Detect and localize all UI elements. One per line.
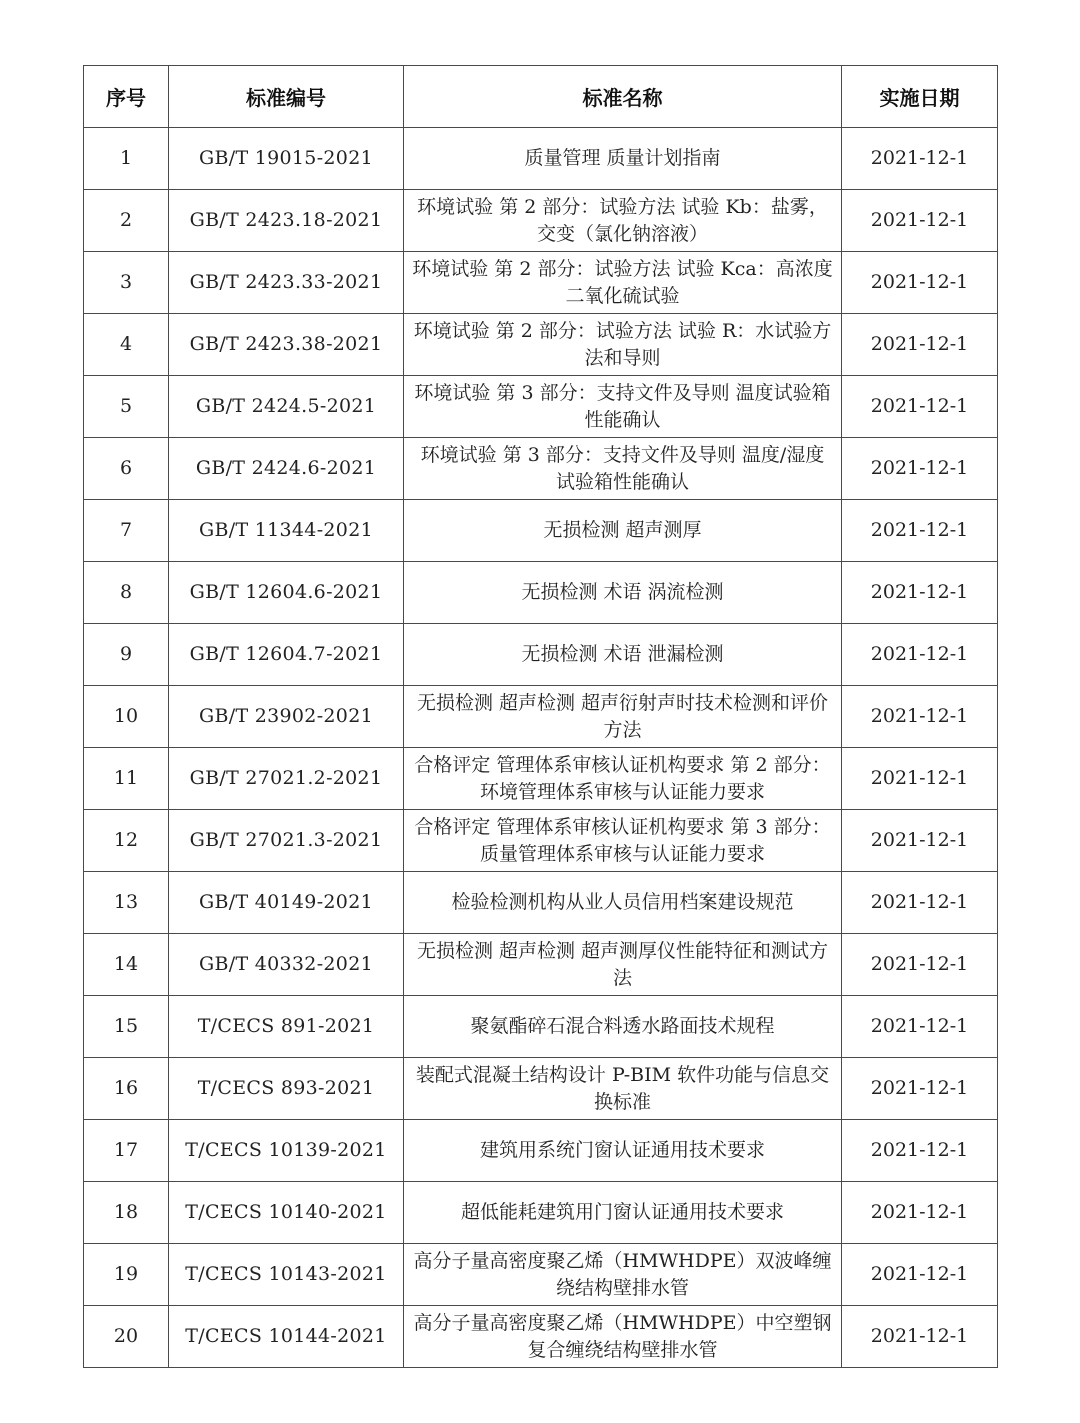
serial-number-cell: 11 bbox=[84, 748, 169, 810]
standard-code-cell: GB/T 27021.2-2021 bbox=[169, 748, 404, 810]
standard-name-cell: 装配式混凝土结构设计 P-BIM 软件功能与信息交换标准 bbox=[404, 1058, 842, 1120]
serial-number-cell: 8 bbox=[84, 562, 169, 624]
standard-code-cell: GB/T 19015-2021 bbox=[169, 128, 404, 190]
header-standard-name: 标准名称 bbox=[404, 66, 842, 128]
serial-number-cell: 15 bbox=[84, 996, 169, 1058]
table-row bbox=[84, 128, 998, 190]
implementation-date-cell: 2021-12-1 bbox=[842, 996, 998, 1058]
serial-number-cell: 18 bbox=[84, 1182, 169, 1244]
serial-number-cell: 6 bbox=[84, 438, 169, 500]
table-row bbox=[84, 810, 998, 872]
table-row bbox=[84, 934, 998, 996]
standard-code-cell: GB/T 12604.7-2021 bbox=[169, 624, 404, 686]
standard-code-cell: GB/T 2424.5-2021 bbox=[169, 376, 404, 438]
standard-code-cell: T/CECS 10140-2021 bbox=[169, 1182, 404, 1244]
table-row bbox=[84, 314, 998, 376]
serial-number-cell: 17 bbox=[84, 1120, 169, 1182]
implementation-date-cell: 2021-12-1 bbox=[842, 1244, 998, 1306]
standard-name-cell: 超低能耗建筑用门窗认证通用技术要求 bbox=[404, 1182, 842, 1244]
standard-name-cell: 检验检测机构从业人员信用档案建设规范 bbox=[404, 872, 842, 934]
table-row bbox=[84, 1306, 998, 1368]
table-row bbox=[84, 1120, 998, 1182]
implementation-date-cell: 2021-12-1 bbox=[842, 686, 998, 748]
table-row bbox=[84, 252, 998, 314]
implementation-date-cell: 2021-12-1 bbox=[842, 314, 998, 376]
serial-number-cell: 5 bbox=[84, 376, 169, 438]
table-row bbox=[84, 686, 998, 748]
implementation-date-cell: 2021-12-1 bbox=[842, 438, 998, 500]
table-row bbox=[84, 748, 998, 810]
serial-number-cell: 9 bbox=[84, 624, 169, 686]
standard-name-cell: 建筑用系统门窗认证通用技术要求 bbox=[404, 1120, 842, 1182]
implementation-date-cell: 2021-12-1 bbox=[842, 1120, 998, 1182]
standard-name-cell: 环境试验 第 2 部分：试验方法 试验 Kb：盐雾，交变（氯化钠溶液） bbox=[404, 190, 842, 252]
table-row bbox=[84, 376, 998, 438]
standard-name-cell: 环境试验 第 3 部分：支持文件及导则 温度试验箱性能确认 bbox=[404, 376, 842, 438]
table-row bbox=[84, 624, 998, 686]
standard-code-cell: T/CECS 10143-2021 bbox=[169, 1244, 404, 1306]
serial-number-cell: 20 bbox=[84, 1306, 169, 1368]
header-row bbox=[84, 66, 998, 128]
header-serial-number: 序号 bbox=[84, 66, 169, 128]
implementation-date-cell: 2021-12-1 bbox=[842, 624, 998, 686]
table-row bbox=[84, 500, 998, 562]
standard-name-cell: 合格评定 管理体系审核认证机构要求 第 3 部分：质量管理体系审核与认证能力要求 bbox=[404, 810, 842, 872]
standard-code-cell: T/CECS 891-2021 bbox=[169, 996, 404, 1058]
standard-code-cell: GB/T 11344-2021 bbox=[169, 500, 404, 562]
standard-name-cell: 合格评定 管理体系审核认证机构要求 第 2 部分：环境管理体系审核与认证能力要求 bbox=[404, 748, 842, 810]
serial-number-cell: 7 bbox=[84, 500, 169, 562]
standard-code-cell: GB/T 40332-2021 bbox=[169, 934, 404, 996]
table-row bbox=[84, 996, 998, 1058]
implementation-date-cell: 2021-12-1 bbox=[842, 1058, 998, 1120]
standard-code-cell: GB/T 23902-2021 bbox=[169, 686, 404, 748]
implementation-date-cell: 2021-12-1 bbox=[842, 1306, 998, 1368]
header-implementation-date: 实施日期 bbox=[842, 66, 998, 128]
implementation-date-cell: 2021-12-1 bbox=[842, 810, 998, 872]
serial-number-cell: 13 bbox=[84, 872, 169, 934]
standard-name-cell: 无损检测 超声检测 超声衍射声时技术检测和评价方法 bbox=[404, 686, 842, 748]
standard-name-cell: 高分子量高密度聚乙烯（HMWHDPE）中空塑钢复合缠绕结构壁排水管 bbox=[404, 1306, 842, 1368]
implementation-date-cell: 2021-12-1 bbox=[842, 252, 998, 314]
standard-name-cell: 环境试验 第 2 部分：试验方法 试验 R：水试验方法和导则 bbox=[404, 314, 842, 376]
standard-code-cell: GB/T 2424.6-2021 bbox=[169, 438, 404, 500]
header-standard-code: 标准编号 bbox=[169, 66, 404, 128]
implementation-date-cell: 2021-12-1 bbox=[842, 500, 998, 562]
standard-code-cell: GB/T 12604.6-2021 bbox=[169, 562, 404, 624]
serial-number-cell: 10 bbox=[84, 686, 169, 748]
standard-code-cell: GB/T 2423.33-2021 bbox=[169, 252, 404, 314]
table-row bbox=[84, 562, 998, 624]
serial-number-cell: 3 bbox=[84, 252, 169, 314]
standard-code-cell: T/CECS 10139-2021 bbox=[169, 1120, 404, 1182]
standards-table bbox=[83, 65, 998, 1368]
implementation-date-cell: 2021-12-1 bbox=[842, 128, 998, 190]
serial-number-cell: 12 bbox=[84, 810, 169, 872]
serial-number-cell: 4 bbox=[84, 314, 169, 376]
standard-code-cell: GB/T 2423.38-2021 bbox=[169, 314, 404, 376]
table-row bbox=[84, 438, 998, 500]
standard-code-cell: T/CECS 10144-2021 bbox=[169, 1306, 404, 1368]
table-body bbox=[84, 128, 998, 1368]
serial-number-cell: 16 bbox=[84, 1058, 169, 1120]
standard-name-cell: 无损检测 术语 泄漏检测 bbox=[404, 624, 842, 686]
implementation-date-cell: 2021-12-1 bbox=[842, 190, 998, 252]
standard-name-cell: 环境试验 第 3 部分：支持文件及导则 温度/湿度试验箱性能确认 bbox=[404, 438, 842, 500]
standard-code-cell: T/CECS 893-2021 bbox=[169, 1058, 404, 1120]
table-header bbox=[84, 66, 998, 128]
serial-number-cell: 2 bbox=[84, 190, 169, 252]
standard-name-cell: 环境试验 第 2 部分：试验方法 试验 Kca：高浓度二氧化硫试验 bbox=[404, 252, 842, 314]
standard-name-cell: 无损检测 术语 涡流检测 bbox=[404, 562, 842, 624]
implementation-date-cell: 2021-12-1 bbox=[842, 1182, 998, 1244]
serial-number-cell: 1 bbox=[84, 128, 169, 190]
table-row bbox=[84, 1244, 998, 1306]
standard-name-cell: 无损检测 超声测厚 bbox=[404, 500, 842, 562]
implementation-date-cell: 2021-12-1 bbox=[842, 748, 998, 810]
standard-name-cell: 高分子量高密度聚乙烯（HMWHDPE）双波峰缠绕结构壁排水管 bbox=[404, 1244, 842, 1306]
table-row bbox=[84, 1182, 998, 1244]
table-row bbox=[84, 190, 998, 252]
standard-code-cell: GB/T 40149-2021 bbox=[169, 872, 404, 934]
standard-name-cell: 聚氨酯碎石混合料透水路面技术规程 bbox=[404, 996, 842, 1058]
serial-number-cell: 14 bbox=[84, 934, 169, 996]
implementation-date-cell: 2021-12-1 bbox=[842, 934, 998, 996]
table-row bbox=[84, 872, 998, 934]
standard-code-cell: GB/T 2423.18-2021 bbox=[169, 190, 404, 252]
implementation-date-cell: 2021-12-1 bbox=[842, 872, 998, 934]
implementation-date-cell: 2021-12-1 bbox=[842, 562, 998, 624]
standard-name-cell: 无损检测 超声检测 超声测厚仪性能特征和测试方法 bbox=[404, 934, 842, 996]
implementation-date-cell: 2021-12-1 bbox=[842, 376, 998, 438]
serial-number-cell: 19 bbox=[84, 1244, 169, 1306]
standard-name-cell: 质量管理 质量计划指南 bbox=[404, 128, 842, 190]
standard-code-cell: GB/T 27021.3-2021 bbox=[169, 810, 404, 872]
table-row bbox=[84, 1058, 998, 1120]
